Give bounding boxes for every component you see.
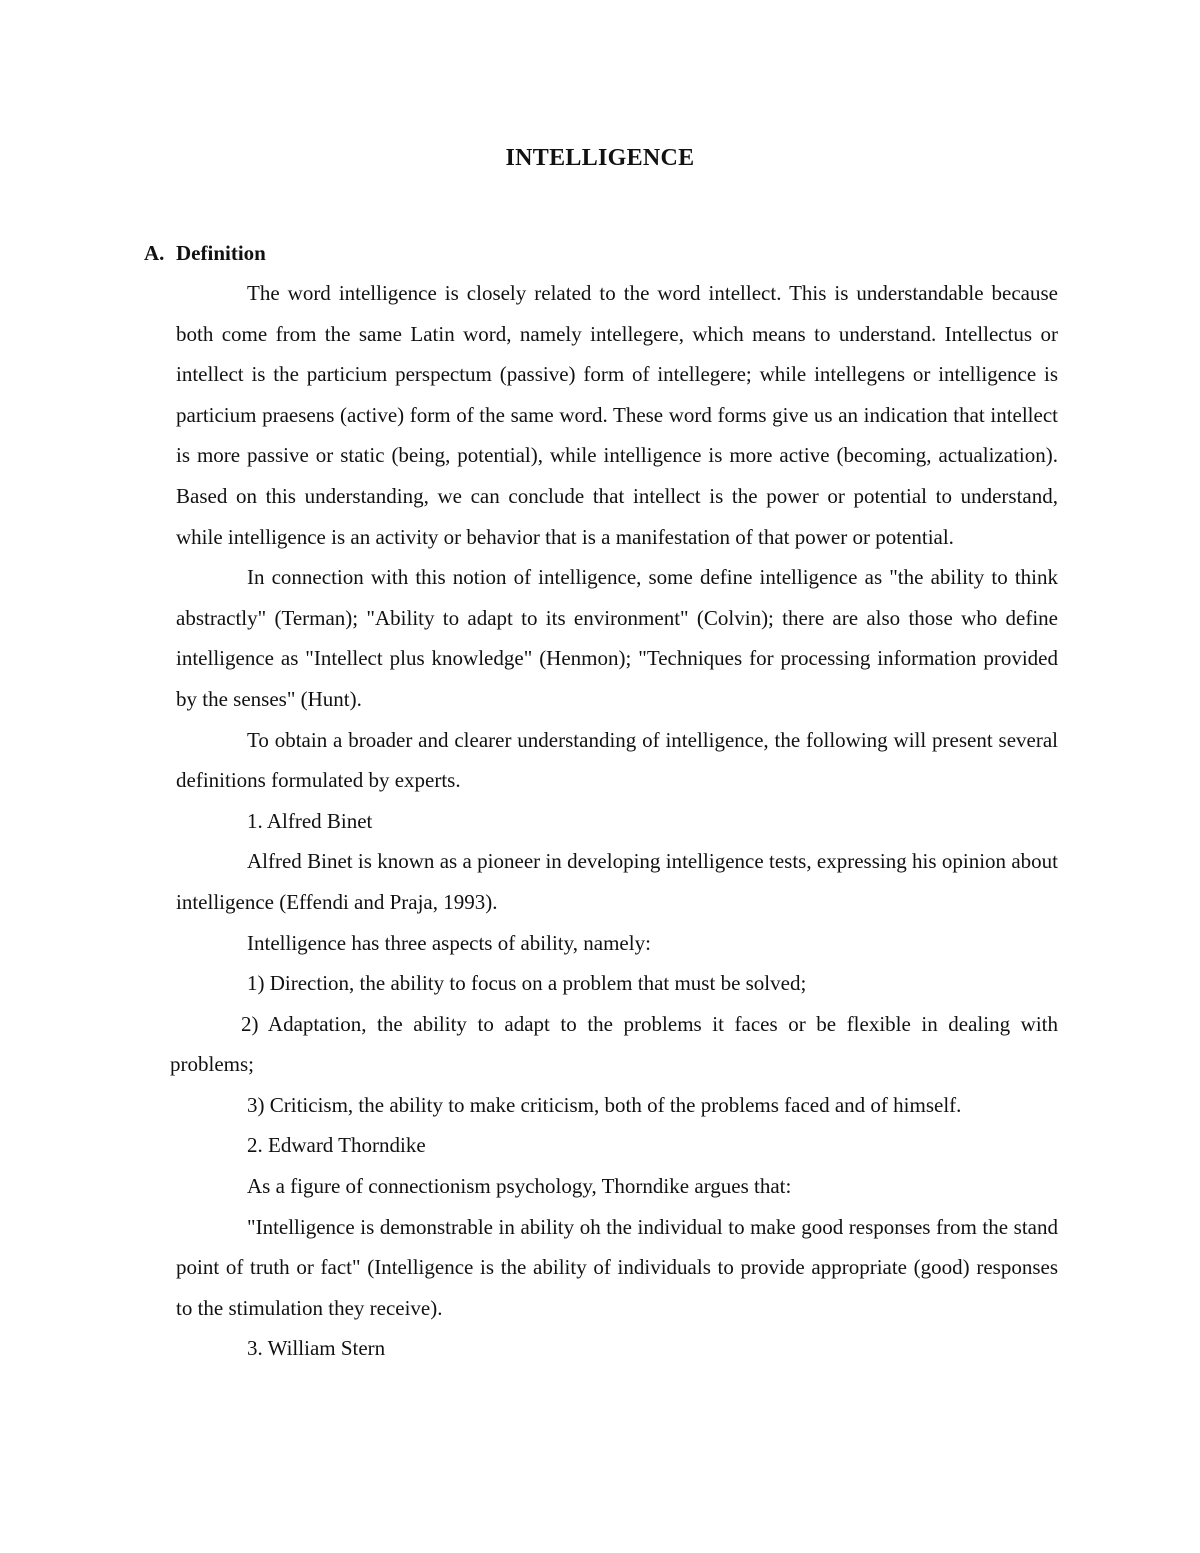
- expert-intro-binet: Alfred Binet is known as a pioneer in developing intelligence tests, expressing his opinion about intelligence (Effendi and Praja, 1993).: [176, 849, 1058, 914]
- paragraph-experts-intro: To obtain a broader and clearer understanding of intelligence, the following will present several definitions formulated by experts.: [176, 727, 1058, 793]
- expert-intro-thorndike: As a figure of connectionism psychology, Thorndike argues that:: [247, 1174, 792, 1199]
- section-heading: [144, 235, 266, 271]
- expert-name-stern: 3. William Stern: [247, 1336, 386, 1361]
- aspect-adaptation: 2) Adaptation, the ability to adapt to the problems it faces or be flexible in dealing with problems;: [170, 1011, 1058, 1077]
- paragraph-definitions: In connection with this notion of intelligence, some define intelligence as "the ability to think abstractly" (Terman); "Ability to adapt to its environment" (Colvin); there are also those who define intelligence as "Intellect plus knowledge" (Henmon); "Techniques for processing information provided by the senses" (Hunt).: [176, 565, 1058, 711]
- document-title: INTELLIGENCE: [505, 145, 695, 171]
- aspect-criticism: 3) Criticism, the ability to make criticism, both of the problems faced and of himself.: [247, 1092, 962, 1117]
- paragraph-intellect: The word intelligence is closely related to the word intellect. This is understandable because both come from the same Latin word, namely intellegere, which means to understand. Intellectus or intellect is the particium perspectum (passive) form of intellegere; while intellegens or intelligence is particium praesens (active) form of the same word. These word forms give us an indication that intellect is more passive or static (being, potential), while intelligence is more active (becoming, actualization). Based on this understanding, we can conclude that intellect is the power or potential to understand, while intelligence is an activity or behavior that is a manifestation of that power or potential.: [176, 281, 1058, 549]
- section-title: Definition: [176, 241, 266, 265]
- expert-quote-thorndike: "Intelligence is demonstrable in ability oh the individual to make good responses from the stand point of truth or fact" (Intelligence is the ability of individuals to provide appropriate (good) responses to the stimulation they receive).: [176, 1214, 1058, 1320]
- aspect-direction: 1) Direction, the ability to focus on a problem that must be solved;: [247, 971, 807, 996]
- section-number: A.: [144, 241, 165, 265]
- expert-name-thorndike: 2. Edward Thorndike: [247, 1133, 426, 1158]
- expert-name-binet: 1. Alfred Binet: [247, 808, 373, 833]
- expert-lead-binet: Intelligence has three aspects of ability, namely:: [247, 930, 651, 955]
- document-body: [170, 273, 1058, 1369]
